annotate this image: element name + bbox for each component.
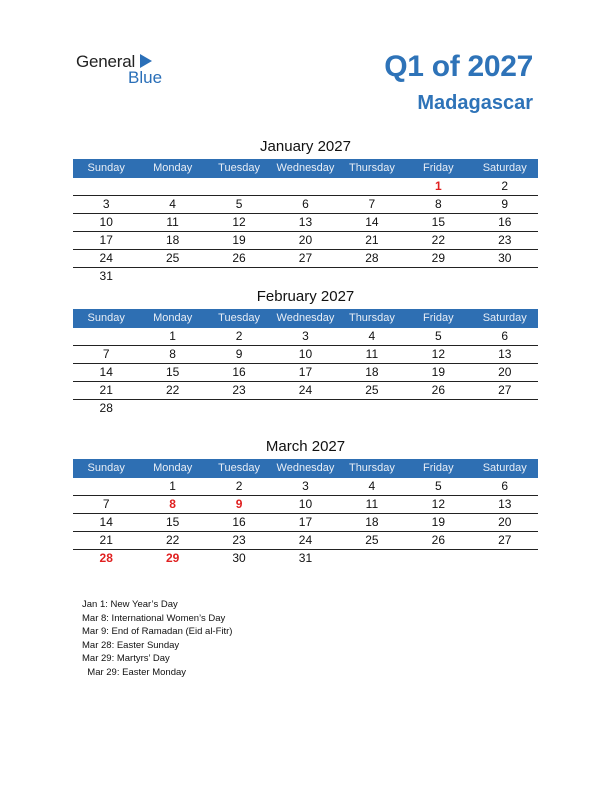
day-cell: 5 <box>434 329 442 343</box>
day-cell: 21 <box>99 383 113 397</box>
empty-day-cell <box>206 400 272 417</box>
weekday-label: Monday <box>153 312 193 324</box>
day-cell: 5 <box>235 197 243 211</box>
day-cell: 1 <box>169 329 176 343</box>
day-cell: 3 <box>302 329 309 343</box>
day-cell: 27 <box>298 251 313 265</box>
empty-day-cell <box>405 550 471 567</box>
empty-day-cell <box>339 550 405 567</box>
holiday-item: Mar 29: Easter Monday <box>82 666 187 678</box>
empty-day-cell <box>405 400 471 417</box>
empty-day-cell <box>472 550 538 567</box>
day-cell: 24 <box>99 251 113 265</box>
weekday-header <box>73 159 538 178</box>
day-cell: 15 <box>165 515 180 529</box>
day-cell: 16 <box>498 215 512 229</box>
week-row <box>73 178 538 196</box>
day-cell: 16 <box>232 365 246 379</box>
day-cell: 6 <box>501 479 509 493</box>
empty-day-cell <box>139 268 205 285</box>
page-title: Q1 of 2027 <box>384 50 533 83</box>
weekday-label: Saturday <box>482 162 527 174</box>
day-cell: 26 <box>431 533 445 547</box>
day-cell: 8 <box>169 347 176 361</box>
weekday-label: Sunday <box>87 312 125 324</box>
day-cell: 14 <box>99 365 113 379</box>
weekday-label: Sunday <box>87 162 125 174</box>
day-cell: 1 <box>169 479 176 493</box>
day-cell: 21 <box>365 233 379 247</box>
day-cell: 3 <box>302 479 309 493</box>
logo-flag-icon <box>140 54 152 68</box>
month-march <box>73 436 538 567</box>
empty-day-cell <box>472 400 538 417</box>
day-cell: 20 <box>498 365 512 379</box>
holiday-item: Jan 1: New Year’s Day <box>82 599 178 610</box>
day-cell: 20 <box>298 233 313 247</box>
week-row <box>73 250 538 268</box>
weekday-label: Thursday <box>348 312 395 324</box>
day-cell: 25 <box>165 251 180 265</box>
day-cell: 18 <box>165 233 180 247</box>
day-cell: 19 <box>232 233 246 247</box>
day-cell: 23 <box>498 233 512 247</box>
week-row <box>73 400 538 417</box>
day-cell: 12 <box>232 215 246 229</box>
empty-day-cell <box>73 178 139 195</box>
country-subtitle: Madagascar <box>417 92 533 114</box>
day-cell: 31 <box>99 269 113 283</box>
day-cell: 29 <box>431 251 445 265</box>
day-cell: 12 <box>431 497 445 511</box>
empty-day-cell <box>472 268 538 285</box>
weekday-label: Monday <box>153 162 193 174</box>
day-cell: 28 <box>99 551 113 565</box>
week-row <box>73 328 538 346</box>
day-cell: 17 <box>298 365 313 379</box>
week-row <box>73 382 538 400</box>
day-cell: 15 <box>431 215 445 229</box>
day-cell: 2 <box>235 479 243 493</box>
empty-day-cell <box>272 400 338 417</box>
day-cell: 10 <box>99 215 113 229</box>
holiday-item: Mar 29: Martyrs’ Day <box>82 653 170 664</box>
empty-day-cell <box>73 478 139 495</box>
day-cell: 3 <box>102 197 110 211</box>
day-cell: 18 <box>365 515 379 529</box>
day-cell: 10 <box>298 347 313 361</box>
weekday-label: Friday <box>423 162 454 174</box>
weekday-label: Saturday <box>482 312 527 324</box>
month-january <box>73 136 538 285</box>
weekday-label: Thursday <box>348 462 395 474</box>
logo-blue-text: Blue <box>128 68 163 87</box>
day-cell: 7 <box>102 497 110 511</box>
day-cell: 9 <box>501 197 509 211</box>
day-cell: 22 <box>165 383 180 397</box>
holiday-item: Mar 8: International Women’s Day <box>82 612 226 624</box>
weekday-label: Wednesday <box>276 162 335 174</box>
day-cell: 22 <box>431 233 445 247</box>
day-cell: 11 <box>166 215 179 229</box>
weekday-header <box>73 459 538 478</box>
week-row <box>73 346 538 364</box>
week-row <box>73 268 538 285</box>
day-cell: 6 <box>302 197 309 211</box>
week-row <box>73 364 538 382</box>
weekday-label: Tuesday <box>218 162 260 174</box>
empty-day-cell <box>272 268 338 285</box>
day-cell: 26 <box>431 383 445 397</box>
weekday-header <box>73 309 538 328</box>
day-cell: 2 <box>501 179 509 193</box>
empty-day-cell <box>272 178 338 195</box>
day-cell: 15 <box>165 365 180 379</box>
month-title: March 2027 <box>265 438 346 455</box>
weekday-label: Thursday <box>348 162 395 174</box>
weekday-label: Tuesday <box>218 462 260 474</box>
day-cell: 24 <box>298 383 313 397</box>
day-cell: 13 <box>498 347 512 361</box>
day-cell: 12 <box>431 347 445 361</box>
day-cell: 19 <box>431 365 445 379</box>
day-cell: 16 <box>232 515 246 529</box>
generalblue-logo <box>76 52 176 88</box>
day-cell: 17 <box>99 233 113 247</box>
day-cell: 18 <box>365 365 379 379</box>
week-row <box>73 550 538 567</box>
day-cell: 19 <box>431 515 445 529</box>
weekday-label: Wednesday <box>276 462 335 474</box>
day-cell: 7 <box>102 347 110 361</box>
day-cell: 7 <box>368 197 376 211</box>
month-title: February 2027 <box>256 288 355 305</box>
day-cell: 28 <box>99 401 113 415</box>
day-cell: 24 <box>298 533 313 547</box>
day-cell: 2 <box>235 329 243 343</box>
empty-day-cell <box>339 268 405 285</box>
weekday-label: Monday <box>153 462 193 474</box>
day-cell: 20 <box>498 515 512 529</box>
empty-day-cell <box>405 268 471 285</box>
day-cell: 6 <box>501 329 509 343</box>
holiday-item: Mar 9: End of Ramadan (Eid al-Fitr) <box>82 626 233 637</box>
week-row <box>73 196 538 214</box>
holiday-item: Mar 28: Easter Sunday <box>82 639 180 651</box>
day-cell: 17 <box>298 515 313 529</box>
day-cell: 22 <box>165 533 180 547</box>
day-cell: 13 <box>298 215 313 229</box>
day-cell: 27 <box>498 383 512 397</box>
day-cell: 8 <box>434 197 442 211</box>
week-row <box>73 232 538 250</box>
weekday-label: Friday <box>423 312 454 324</box>
empty-day-cell <box>339 178 405 195</box>
day-cell: 9 <box>235 497 243 511</box>
weekday-label: Saturday <box>482 462 527 474</box>
week-row <box>73 532 538 550</box>
day-cell: 14 <box>365 215 379 229</box>
day-cell: 30 <box>498 251 512 265</box>
weekday-label: Sunday <box>87 462 125 474</box>
weekday-label: Wednesday <box>276 312 335 324</box>
empty-day-cell <box>73 328 139 345</box>
empty-day-cell <box>339 400 405 417</box>
empty-day-cell <box>139 178 205 195</box>
day-cell: 9 <box>235 347 243 361</box>
day-cell: 14 <box>99 515 113 529</box>
day-cell: 25 <box>365 383 379 397</box>
day-cell: 11 <box>365 497 379 511</box>
day-cell: 5 <box>434 479 442 493</box>
empty-day-cell <box>139 400 205 417</box>
day-cell: 23 <box>232 383 246 397</box>
week-row <box>73 214 538 232</box>
weekday-label: Friday <box>423 462 454 474</box>
day-cell: 11 <box>365 347 379 361</box>
day-cell: 30 <box>232 551 246 565</box>
week-row <box>73 496 538 514</box>
day-cell: 25 <box>365 533 379 547</box>
empty-day-cell <box>206 268 272 285</box>
logo-general-text: General <box>76 52 136 71</box>
day-cell: 27 <box>498 533 512 547</box>
day-cell: 26 <box>232 251 246 265</box>
weekday-label: Tuesday <box>218 312 260 324</box>
day-cell: 29 <box>165 551 180 565</box>
day-cell: 21 <box>99 533 113 547</box>
empty-day-cell <box>206 178 272 195</box>
week-row <box>73 514 538 532</box>
month-title: January 2027 <box>260 138 351 155</box>
day-cell: 4 <box>368 479 376 493</box>
day-cell: 31 <box>298 551 313 565</box>
month-february <box>73 286 538 417</box>
holiday-list <box>82 598 232 679</box>
day-cell: 8 <box>169 497 176 511</box>
day-cell: 1 <box>434 179 442 193</box>
day-cell: 4 <box>368 329 376 343</box>
day-cell: 10 <box>298 497 313 511</box>
week-row <box>73 478 538 496</box>
day-cell: 13 <box>498 497 512 511</box>
day-cell: 28 <box>365 251 379 265</box>
day-cell: 4 <box>169 197 176 211</box>
day-cell: 23 <box>232 533 246 547</box>
